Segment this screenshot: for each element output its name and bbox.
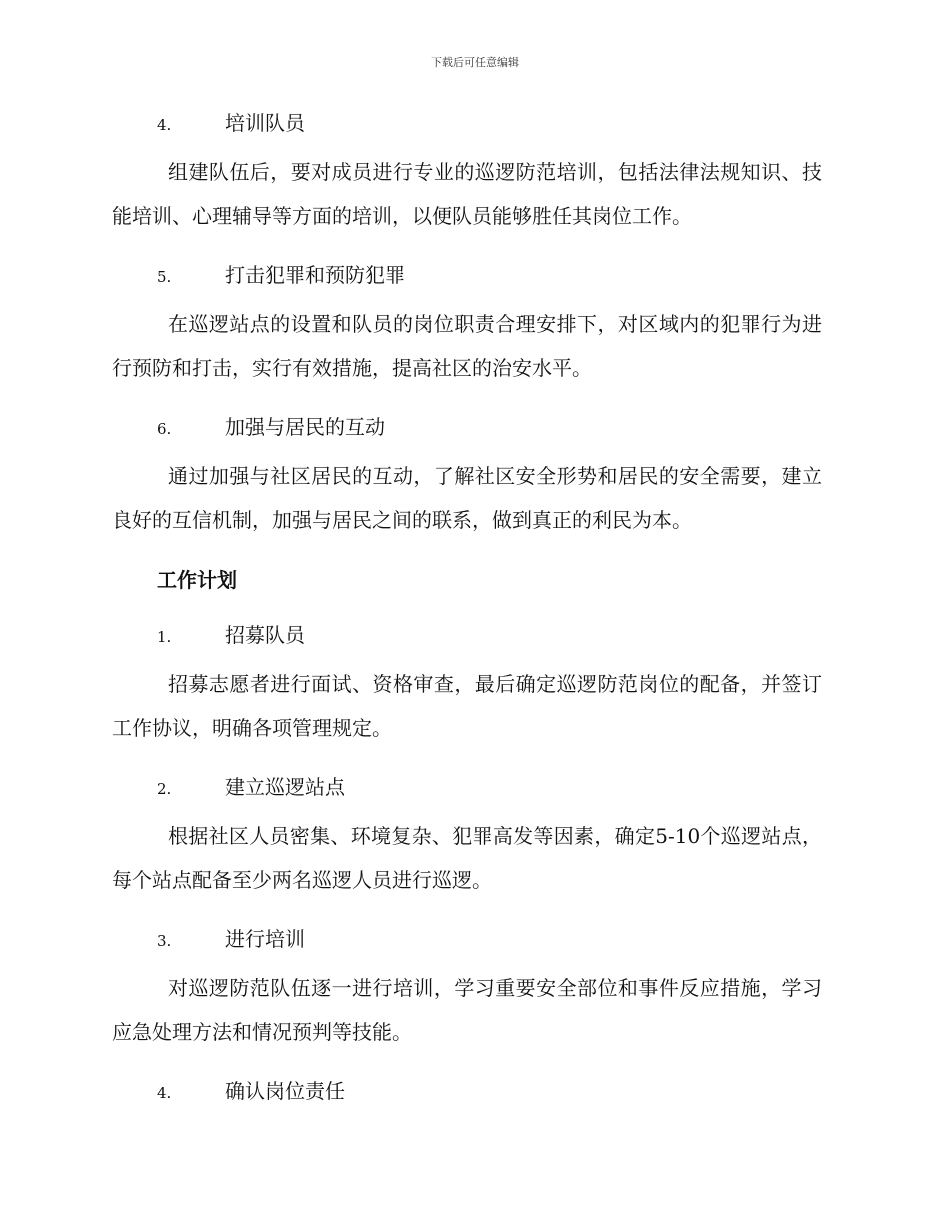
list-item-number: 4.: [157, 1084, 172, 1102]
paragraph: 招募志愿者进行面试、资格审查，最后确定巡逻防范岗位的配备，并签订工作协议，明确各项管理规定。: [112, 672, 822, 740]
list-item-number: 4.: [157, 116, 172, 134]
paragraph: 在巡逻站点的设置和队员的岗位职责合理安排下，对区域内的犯罪行为进行预防和打击，实行有效措施，提高社区的治安水平。: [112, 312, 822, 380]
document-body: [112, 96, 822, 1118]
list-item-number: 5.: [157, 268, 172, 286]
list-item-title: 招募队员: [225, 623, 305, 647]
list-item-number: 2.: [157, 780, 172, 798]
paragraph: 通过加强与社区居民的互动，了解社区安全形势和居民的安全需要，建立良好的互信机制，加强与居民之间的联系，做到真正的利民为本。: [112, 464, 822, 532]
list-item-heading: [112, 400, 822, 454]
list-item-heading: [112, 760, 822, 814]
list-item-title: 加强与居民的互动: [225, 415, 385, 439]
list-item-title: 打击犯罪和预防犯罪: [225, 263, 405, 287]
list-item-number: 6.: [157, 420, 172, 438]
paragraph: 根据社区人员密集、环境复杂、犯罪高发等因素，确定5-10个巡逻站点，每个站点配备至少两名巡逻人员进行巡逻。: [112, 824, 822, 892]
list-item-heading: [112, 96, 822, 150]
list-item-heading: [112, 608, 822, 662]
list-item-heading: [112, 248, 822, 302]
page-header-watermark: 下载后可任意编辑: [431, 56, 519, 69]
list-item-title: 确认岗位责任: [225, 1079, 345, 1103]
paragraph: 组建队伍后，要对成员进行专业的巡逻防范培训，包括法律法规知识、技能培训、心理辅导等方面的培训，以便队员能够胜任其岗位工作。: [112, 160, 822, 228]
list-item-title: 培训队员: [225, 111, 305, 135]
list-item-title: 建立巡逻站点: [225, 775, 345, 799]
list-item-title: 进行培训: [225, 927, 305, 951]
list-item-number: 1.: [157, 628, 172, 646]
list-item-heading: [112, 1064, 822, 1118]
section-heading: 工作计划: [157, 568, 237, 592]
list-item-number: 3.: [157, 932, 172, 950]
list-item-heading: [112, 912, 822, 966]
paragraph: 对巡逻防范队伍逐一进行培训，学习重要安全部位和事件反应措施，学习应急处理方法和情况预判等技能。: [112, 976, 822, 1044]
